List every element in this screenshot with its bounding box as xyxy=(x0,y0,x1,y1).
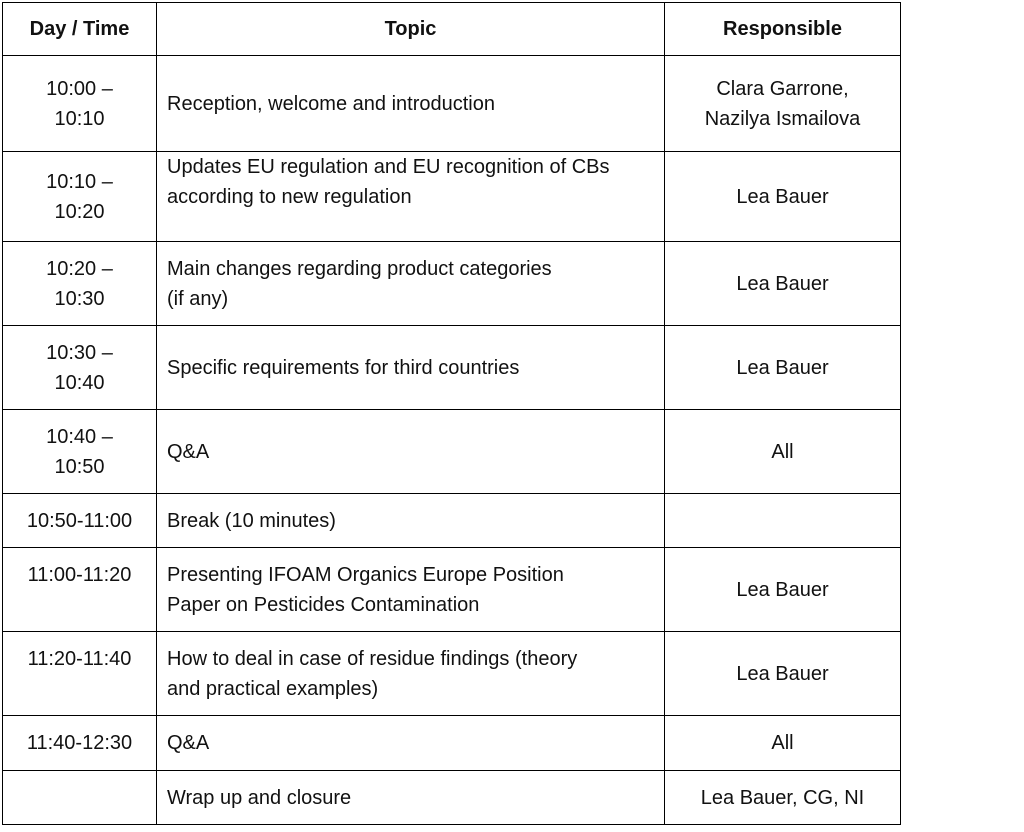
time-line: 10:30 xyxy=(54,287,105,310)
responsible-cell xyxy=(665,632,901,716)
time-line: 10:20 xyxy=(54,200,105,223)
responsible-line: Lea Bauer xyxy=(736,356,829,379)
responsible-line: Lea Bauer, CG, NI xyxy=(700,786,865,809)
time-line: 10:40 – xyxy=(46,425,113,448)
responsible-cell xyxy=(665,494,901,548)
header-responsible: Responsible xyxy=(665,3,901,56)
time-line: 10:40 xyxy=(54,371,105,394)
responsible-cell xyxy=(665,771,901,825)
time-cell xyxy=(3,632,157,716)
topic-cell xyxy=(157,494,665,548)
topic-line: Q&A xyxy=(167,732,210,754)
time-line: 11:00-11:20 xyxy=(27,564,132,586)
topic-cell xyxy=(157,152,665,242)
time-line: 10:10 – xyxy=(46,170,113,193)
time-cell xyxy=(3,548,157,632)
time-line: 10:30 – xyxy=(46,341,113,364)
topic-line: according to new regulation xyxy=(167,186,412,208)
time-line: 10:00 – xyxy=(46,77,113,100)
time-line: 10:50-11:00 xyxy=(26,509,133,532)
responsible-cell xyxy=(665,548,901,632)
topic-cell xyxy=(157,326,665,410)
topic-cell xyxy=(157,56,665,152)
topic-line: Reception, welcome and introduction xyxy=(167,92,495,115)
responsible-line: Lea Bauer xyxy=(736,185,829,208)
table-header-row xyxy=(3,3,901,56)
responsible-line: Lea Bauer xyxy=(736,272,829,295)
table-row xyxy=(3,410,901,494)
topic-line: Q&A xyxy=(167,440,210,463)
topic-line: Break (10 minutes) xyxy=(167,509,336,532)
time-cell xyxy=(3,716,157,771)
topic-cell xyxy=(157,548,665,632)
header-day-time: Day / Time xyxy=(3,3,157,56)
time-line: 11:20-11:40 xyxy=(27,648,132,670)
time-cell xyxy=(3,152,157,242)
table-row xyxy=(3,632,901,716)
time-cell xyxy=(3,56,157,152)
time-line: 10:10 xyxy=(54,107,105,130)
table-row xyxy=(3,771,901,825)
header-topic: Topic xyxy=(157,3,665,56)
responsible-cell xyxy=(665,326,901,410)
time-line: 10:20 – xyxy=(46,257,113,280)
topic-line: Presenting IFOAM Organics Europe Position xyxy=(167,563,564,586)
topic-cell xyxy=(157,632,665,716)
time-cell xyxy=(3,494,157,548)
topic-line: Updates EU regulation and EU recognition of CBs xyxy=(167,156,610,178)
time-cell xyxy=(3,326,157,410)
time-cell xyxy=(3,771,157,825)
responsible-line: All xyxy=(771,440,794,463)
responsible-cell xyxy=(665,716,901,771)
topic-line: (if any) xyxy=(167,287,229,310)
topic-cell xyxy=(157,242,665,326)
topic-line: Paper on Pesticides Contamination xyxy=(167,593,480,616)
time-cell xyxy=(3,410,157,494)
responsible-cell xyxy=(665,56,901,152)
time-line: 10:50 xyxy=(54,455,105,478)
responsible-cell xyxy=(665,410,901,494)
topic-cell xyxy=(157,771,665,825)
responsible-line: Lea Bauer xyxy=(736,662,829,685)
topic-cell xyxy=(157,716,665,771)
table-row xyxy=(3,326,901,410)
table-row xyxy=(3,56,901,152)
topic-cell xyxy=(157,410,665,494)
responsible-line: Clara Garrone, xyxy=(716,77,849,100)
agenda-table xyxy=(2,2,901,825)
time-cell xyxy=(3,242,157,326)
table-row xyxy=(3,494,901,548)
table-row xyxy=(3,548,901,632)
topic-line: Wrap up and closure xyxy=(167,786,352,809)
table-row xyxy=(3,152,901,242)
topic-line: and practical examples) xyxy=(167,677,379,700)
table-row xyxy=(3,242,901,326)
responsible-line: All xyxy=(771,732,794,754)
responsible-line: Lea Bauer xyxy=(736,578,829,601)
time-line: 11:40-12:30 xyxy=(26,732,133,754)
responsible-line: Nazilya Ismailova xyxy=(704,107,861,130)
table-row xyxy=(3,716,901,771)
topic-line: Main changes regarding product categories xyxy=(167,257,552,280)
topic-line: Specific requirements for third countries xyxy=(167,356,520,379)
responsible-cell xyxy=(665,152,901,242)
responsible-cell xyxy=(665,242,901,326)
topic-line: How to deal in case of residue findings (theory xyxy=(167,647,578,670)
